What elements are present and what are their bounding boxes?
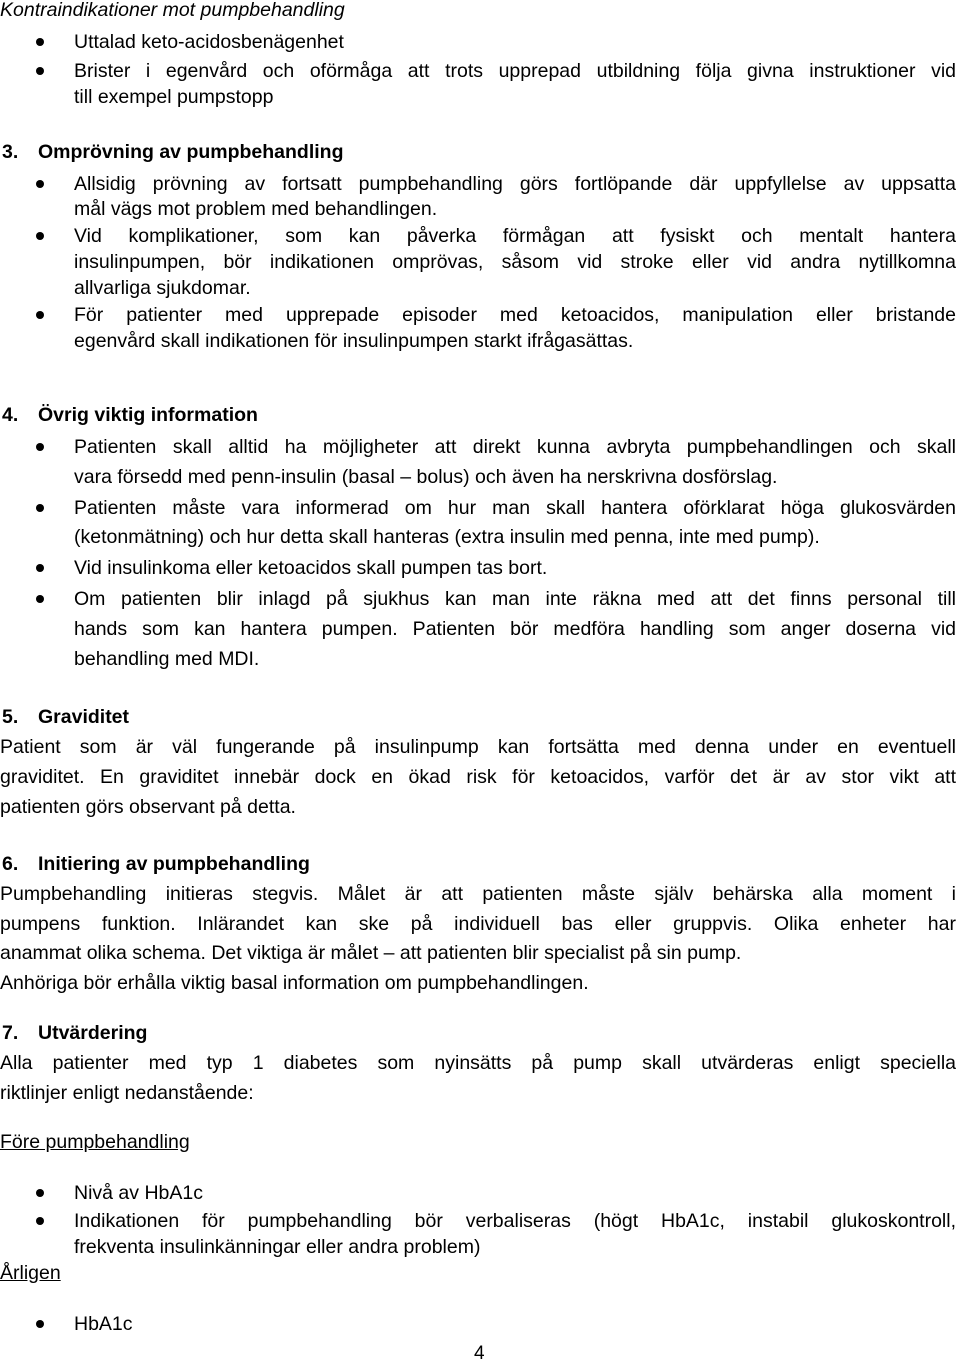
- section-3-number: 3.: [2, 141, 19, 163]
- list-item-text: hands som kan hantera pumpen. Patienten bör medföra handling som anger doserna vid: [74, 618, 956, 640]
- bullet-icon: [36, 38, 44, 46]
- section-7-title: Utvärdering: [38, 1022, 148, 1044]
- bullet-icon: [36, 311, 44, 319]
- fore-pumpbehandling-heading: Före pumpbehandling: [0, 1131, 190, 1153]
- list-item-text: Patienten måste vara informerad om hur man skall hantera oförklarat höga glukosvärden: [74, 497, 956, 519]
- list-item-text: Allsidig prövning av fortsatt pumpbehandling görs fortlöpande där uppfyllelse av uppsatta: [74, 173, 956, 195]
- paragraph-line: patienten görs observant på detta.: [0, 796, 296, 818]
- contraindications-heading: Kontraindikationer mot pumpbehandling: [0, 0, 345, 21]
- list-item-text: HbA1c: [74, 1313, 133, 1335]
- list-item-text: vara försedd med penn-insulin (basal – bolus) och även ha nerskrivna dosförslag.: [74, 466, 778, 488]
- bullet-icon: [36, 1320, 44, 1328]
- bullet-icon: [36, 1217, 44, 1225]
- section-6-title: Initiering av pumpbehandling: [38, 853, 310, 875]
- bullet-icon: [36, 232, 44, 240]
- page-number: 4: [474, 1343, 485, 1364]
- paragraph-line: riktlinjer enligt nedanstående:: [0, 1082, 254, 1104]
- paragraph-line: pumpens funktion. Inlärandet kan ske på individuell bas eller gruppvis. Olika enheter har: [0, 913, 956, 935]
- list-item-text: insulinpumpen, bör indikationen omprövas, såsom vid stroke eller vid andra nytillkomna: [74, 251, 956, 273]
- section-4-title: Övrig viktig information: [38, 404, 258, 426]
- section-5-title: Graviditet: [38, 706, 130, 728]
- list-item-text: Brister i egenvård och oförmåga att trots upprepad utbildning följa givna instruktioner vid: [74, 60, 956, 82]
- list-item-text: frekventa insulinkänningar eller andra problem): [74, 1236, 481, 1258]
- list-item-text: Patienten skall alltid ha möjligheter att direkt kunna avbryta pumpbehandlingen och skall: [74, 436, 956, 458]
- list-item-text: För patienter med upprepade episoder med ketoacidos, manipulation eller bristande: [74, 304, 956, 326]
- list-item-text: Om patienten blir inlagd på sjukhus kan man inte räkna med att det finns personal till: [74, 588, 956, 610]
- bullet-icon: [36, 67, 44, 75]
- bullet-icon: [36, 595, 44, 603]
- list-item-text: (ketonmätning) och hur detta skall hanteras (extra insulin med penna, inte med pump).: [74, 526, 820, 548]
- paragraph-line: Alla patienter med typ 1 diabetes som nyinsätts på pump skall utvärderas enligt speciella: [0, 1052, 956, 1074]
- list-item-text: Nivå av HbA1c: [74, 1182, 203, 1204]
- list-item-text: egenvård skall indikationen för insulinpumpen starkt ifrågasättas.: [74, 330, 634, 352]
- list-item-text: Vid komplikationer, som kan påverka förmågan att fysiskt och mentalt hantera: [74, 225, 956, 247]
- paragraph-line: Patient som är väl fungerande på insulinpump kan fortsätta med denna under en eventuell: [0, 736, 956, 758]
- section-5-number: 5.: [2, 706, 19, 728]
- bullet-icon: [36, 180, 44, 188]
- paragraph-line: graviditet. En graviditet innebär dock en ökad risk för ketoacidos, varför det är av stor vikt att: [0, 766, 956, 788]
- list-item-text: mål vägs mot problem med behandlingen.: [74, 198, 438, 220]
- section-6-number: 6.: [2, 853, 19, 875]
- list-item-text: behandling med MDI.: [74, 648, 260, 670]
- bullet-icon: [36, 564, 44, 572]
- list-item-text: allvarliga sjukdomar.: [74, 277, 251, 299]
- list-item-text: Uttalad keto-acidosbenägenhet: [74, 31, 344, 53]
- list-item-text: Vid insulinkoma eller ketoacidos skall pumpen tas bort.: [74, 557, 548, 579]
- bullet-icon: [36, 504, 44, 512]
- bullet-icon: [36, 443, 44, 451]
- paragraph-line: Anhöriga bör erhålla viktig basal information om pumpbehandlingen.: [0, 972, 589, 994]
- arligen-heading: Årligen: [0, 1262, 61, 1284]
- list-item-text: till exempel pumpstopp: [74, 86, 274, 108]
- section-3-title: Omprövning av pumpbehandling: [38, 141, 344, 163]
- bullet-icon: [36, 1189, 44, 1197]
- paragraph-line: anammat olika schema. Det viktiga är målet – att patienten blir specialist på sin pump.: [0, 942, 742, 964]
- list-item-text: Indikationen för pumpbehandling bör verbaliseras (högt HbA1c, instabil glukoskontroll,: [74, 1210, 956, 1232]
- section-4-number: 4.: [2, 404, 19, 426]
- paragraph-line: Pumpbehandling initieras stegvis. Målet är att patienten måste själv behärska alla moment i: [0, 883, 956, 905]
- section-7-number: 7.: [2, 1022, 19, 1044]
